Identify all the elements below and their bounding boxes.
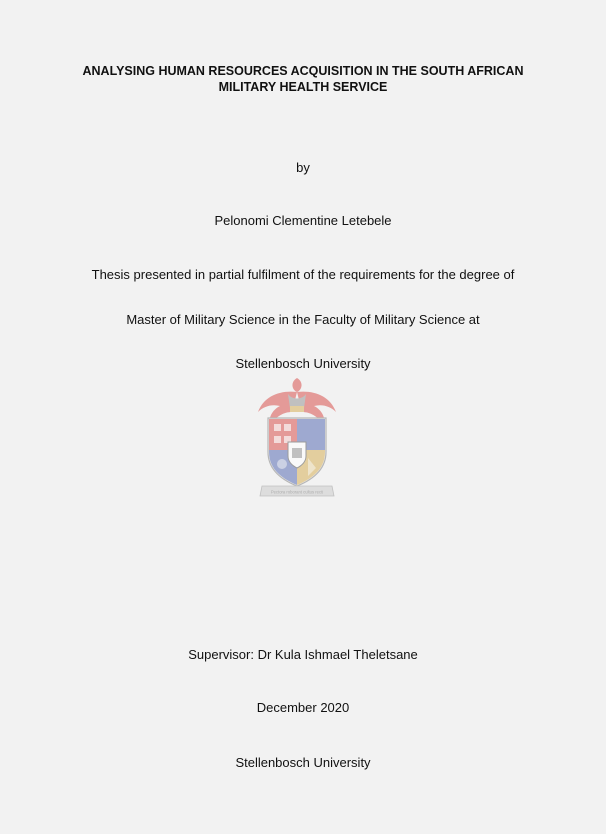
thesis-title-line-1: ANALYSING HUMAN RESOURCES ACQUISITION IN THE SOUTH AFRICAN bbox=[82, 64, 524, 78]
thesis-title-line-2: MILITARY HEALTH SERVICE bbox=[218, 80, 388, 94]
by-label: by bbox=[296, 160, 310, 175]
institution-name: Stellenbosch University bbox=[235, 755, 371, 770]
author-name: Pelonomi Clementine Letebele bbox=[214, 213, 392, 228]
degree-statement-line-1: Thesis presented in partial fulfilment of the requirements for the degree of bbox=[91, 267, 515, 282]
crest-motto-text: Pectora roborant cultus recti bbox=[270, 489, 324, 495]
university-crest-icon bbox=[250, 372, 344, 500]
degree-statement-line-3: Stellenbosch University bbox=[235, 356, 371, 371]
degree-statement-line-2: Master of Military Science in the Faculty of Military Science at bbox=[126, 312, 480, 327]
supervisor-line: Supervisor: Dr Kula Ishmael Theletsane bbox=[188, 647, 418, 662]
submission-date: December 2020 bbox=[256, 700, 350, 715]
